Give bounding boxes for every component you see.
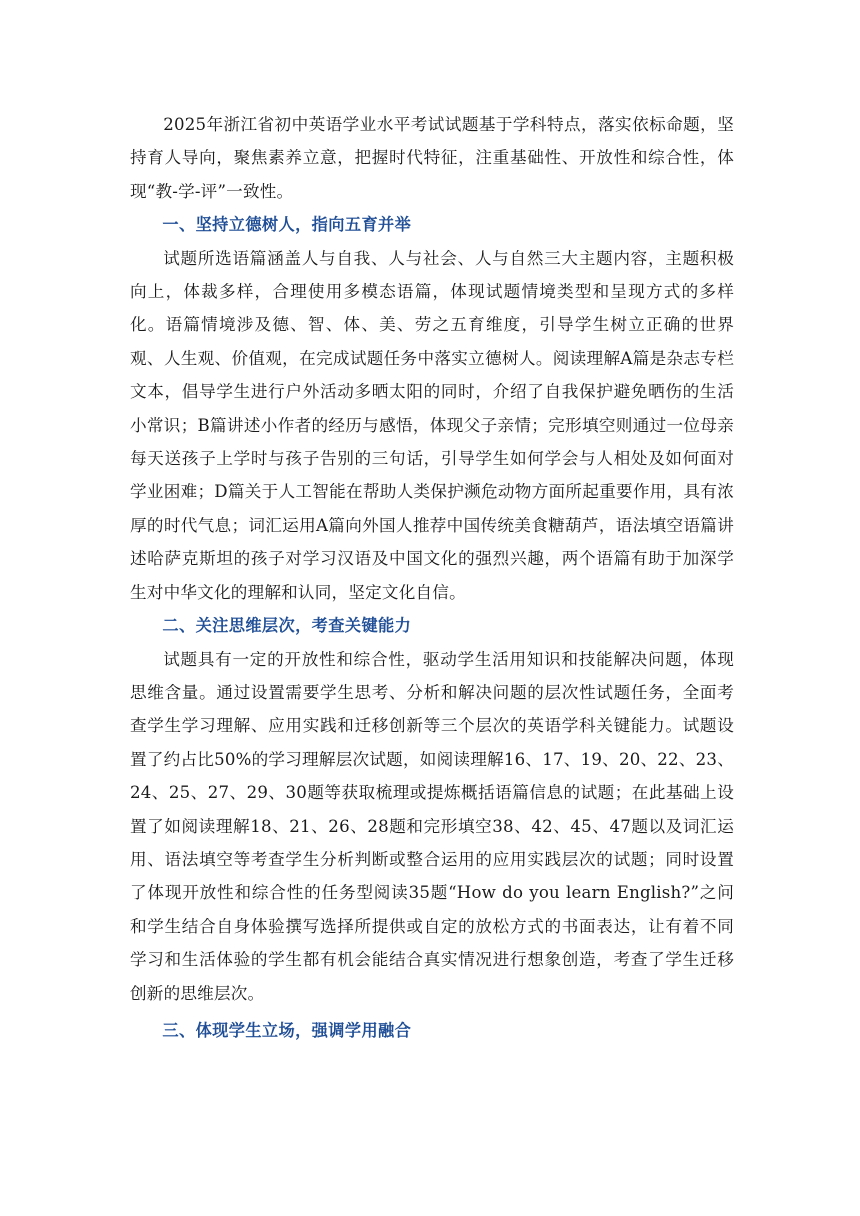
- section-1-heading: 一、坚持立德树人，指向五育并举: [162, 215, 412, 235]
- intro-paragraph: 2025年浙江省初中英语学业水平考试试题基于学科特点，落实依标命题，坚持育人导向，聚焦素养立意，把握时代特征，注重基础性、开放性和综合性，体现“教-学-评”一致性。: [130, 115, 734, 201]
- document-page: [130, 108, 734, 1198]
- section-2-paragraph: 试题具有一定的开放性和综合性，驱动学生活用知识和技能解决问题，体现思维含量。通过设置需要学生思考、分析和解决问题的层次性试题任务，全面考查学生学习理解、应用实践和迁移创新等三个层次的英语学科关键能力。试题设置了约占比50%的学习理解层次试题，如阅读理解16、17、19、20、22、23、24、25、27、29、30题等获取梳理或提炼概括语篇信息的试题；在此基础上设置了如阅读理解18、21、26、28题和完形填空38、42、45、47题以及词汇运用、语法填空等考查学生分析判断或整合运用的应用实践层次的试题；同时设置了体现开放性和综合性的任务型阅读35题“How do you learn English?”之问和学生结合自身体验撰写选择所提供或自定的放松方式的书面表达，让有着不同学习和生活体验的学生都有机会能结合真实情况进行想象创造，考查了学生迁移创新的思维层次。: [130, 649, 734, 1003]
- section-2-heading: 二、关注思维层次，考查关键能力: [162, 616, 412, 636]
- section-1-paragraph: 试题所选语篇涵盖人与自我、人与社会、人与自然三大主题内容，主题积极向上，体裁多样，合理使用多模态语篇，体现试题情境类型和呈现方式的多样化。语篇情境涉及德、智、体、美、劳之五育维度，引导学生树立正确的世界观、人生观、价值观，在完成试题任务中落实立德树人。阅读理解A篇是杂志专栏文本，倡导学生进行户外活动多晒太阳的同时，介绍了自我保护避免晒伤的生活小常识；B篇讲述小作者的经历与感悟，体现父子亲情；完形填空则通过一位母亲每天送孩子上学时与孩子告别的三句话，引导学生如何学会与人相处及如何面对学业困难；D篇关于人工智能在帮助人类保护濒危动物方面所起重要作用，具有浓厚的时代气息；词汇运用A篇向外国人推荐中国传统美食糖葫芦，语法填空语篇讲述哈萨克斯坦的孩子对学习汉语及中国文化的强烈兴趣，两个语篇有助于加深学生对中华文化的理解和认同，坚定文化自信。: [130, 248, 734, 602]
- section-3-heading: 三、体现学生立场，强调学用融合: [162, 1020, 412, 1040]
